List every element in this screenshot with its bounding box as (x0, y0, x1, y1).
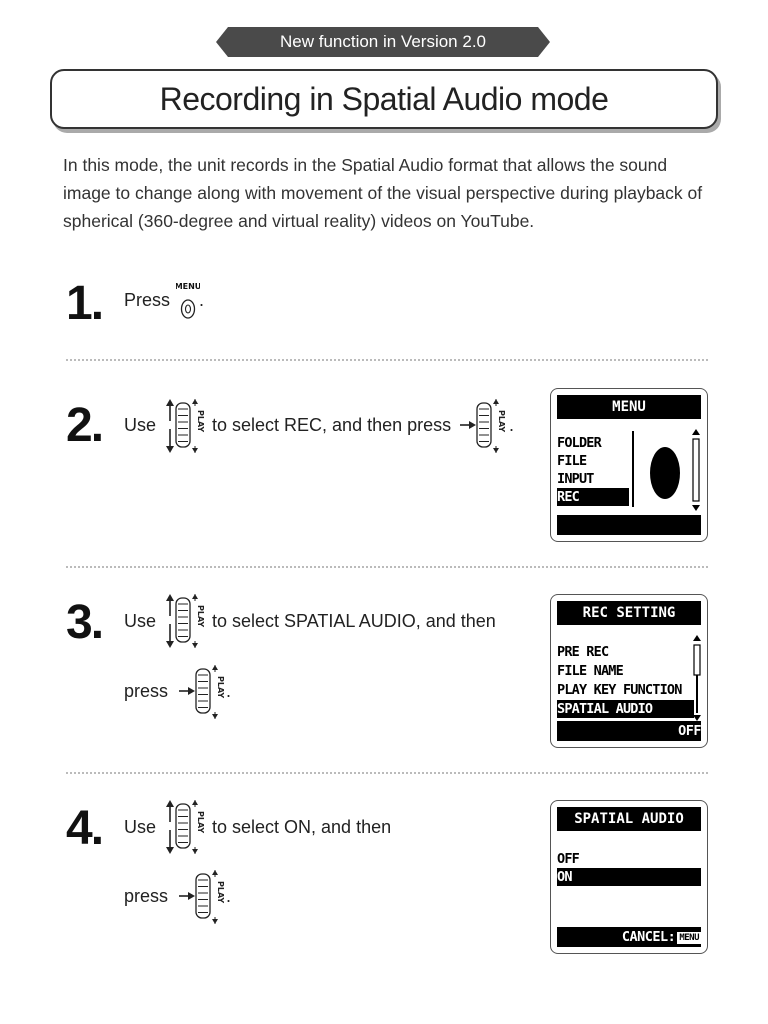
scroll-wheel-press-icon (460, 397, 506, 460)
step-2-text-use: Use (124, 415, 157, 435)
menu-screen-separator (632, 431, 634, 507)
spatial-audio-screen (550, 800, 708, 954)
step-1-period: . (199, 290, 205, 310)
banner-text: New function in Version 2.0 (279, 32, 486, 51)
spatial-audio-item-off: OFF (557, 851, 579, 867)
spatial-audio-item-on-selected: ON (557, 868, 701, 886)
step-3-text-press: press (124, 681, 169, 701)
step-1-number: 1. (66, 277, 103, 330)
scroll-wheel-updown-icon (164, 798, 210, 861)
menu-tag: MENU (679, 933, 699, 943)
menu-item-input: INPUT (557, 471, 594, 487)
rec-dot-icon (650, 447, 680, 499)
page-title: Recording in Spatial Audio mode (159, 80, 609, 117)
play-label: PLAY (497, 410, 506, 433)
step-4-text-press: press (124, 886, 169, 906)
menu-scrollbar (691, 429, 701, 511)
menu-item-folder: FOLDER (557, 435, 601, 451)
play-label: PLAY (216, 881, 225, 904)
scroll-wheel-press-icon (179, 868, 225, 931)
menu-screen (550, 388, 708, 542)
step-4-period: . (226, 886, 232, 906)
menu-screen-footer (557, 515, 701, 535)
step-3-period: . (226, 681, 232, 701)
play-label: PLAY (216, 676, 225, 699)
step-3-text-select: to select SPATIAL AUDIO, and then (212, 611, 496, 631)
scroll-wheel-press-icon (179, 663, 225, 726)
step-2-period: . (509, 415, 515, 435)
step-4-number: 4. (66, 802, 103, 855)
play-label: PLAY (196, 811, 205, 834)
rec-setting-header: REC SETTING (557, 601, 701, 625)
rec-setting-item-play-key: PLAY KEY FUNCTION (557, 682, 682, 698)
play-label: PLAY (196, 605, 205, 628)
cancel-label: CANCEL: (621, 929, 676, 945)
spatial-audio-header: SPATIAL AUDIO (557, 807, 701, 831)
divider-3 (66, 772, 708, 774)
step-2-text-select: to select REC, and then press (212, 415, 452, 435)
spatial-audio-footer (557, 927, 701, 947)
divider-1 (66, 359, 708, 361)
step-1-text: Press (124, 290, 171, 310)
step-4-text-use: Use (124, 817, 157, 837)
rec-setting-screen (550, 594, 708, 748)
step-4-text-select: to select ON, and then (212, 817, 392, 837)
menu-button-label: MENU (176, 282, 200, 291)
rec-setting-scrollbar (693, 635, 701, 721)
play-label: PLAY (196, 410, 205, 433)
rec-setting-item-spatial-audio-selected: SPATIAL AUDIO (557, 700, 694, 718)
scroll-wheel-updown-icon (164, 397, 210, 460)
step-3-number: 3. (66, 596, 103, 649)
menu-screen-header: MENU (557, 395, 701, 419)
rec-setting-item-file-name: FILE NAME (557, 663, 623, 679)
step-3-text-use: Use (124, 611, 157, 631)
menu-item-file: FILE (557, 453, 587, 469)
title-box (50, 69, 718, 129)
rec-setting-item-pre-rec: PRE REC (557, 644, 609, 660)
menu-button-icon (176, 281, 200, 326)
scroll-wheel-updown-icon (164, 592, 210, 655)
step-2-number: 2. (66, 399, 103, 452)
version-banner (216, 27, 550, 57)
intro-paragraph: In this mode, the unit records in the Spatial Audio format that allows the sound image to change along with movement of the visual perspective during playback of spherical (360-degree and virtual reality) videos on YouTube. (63, 155, 703, 231)
menu-item-rec-selected: REC (557, 488, 629, 506)
rec-setting-footer: OFF (557, 721, 701, 741)
divider-2 (66, 566, 708, 568)
